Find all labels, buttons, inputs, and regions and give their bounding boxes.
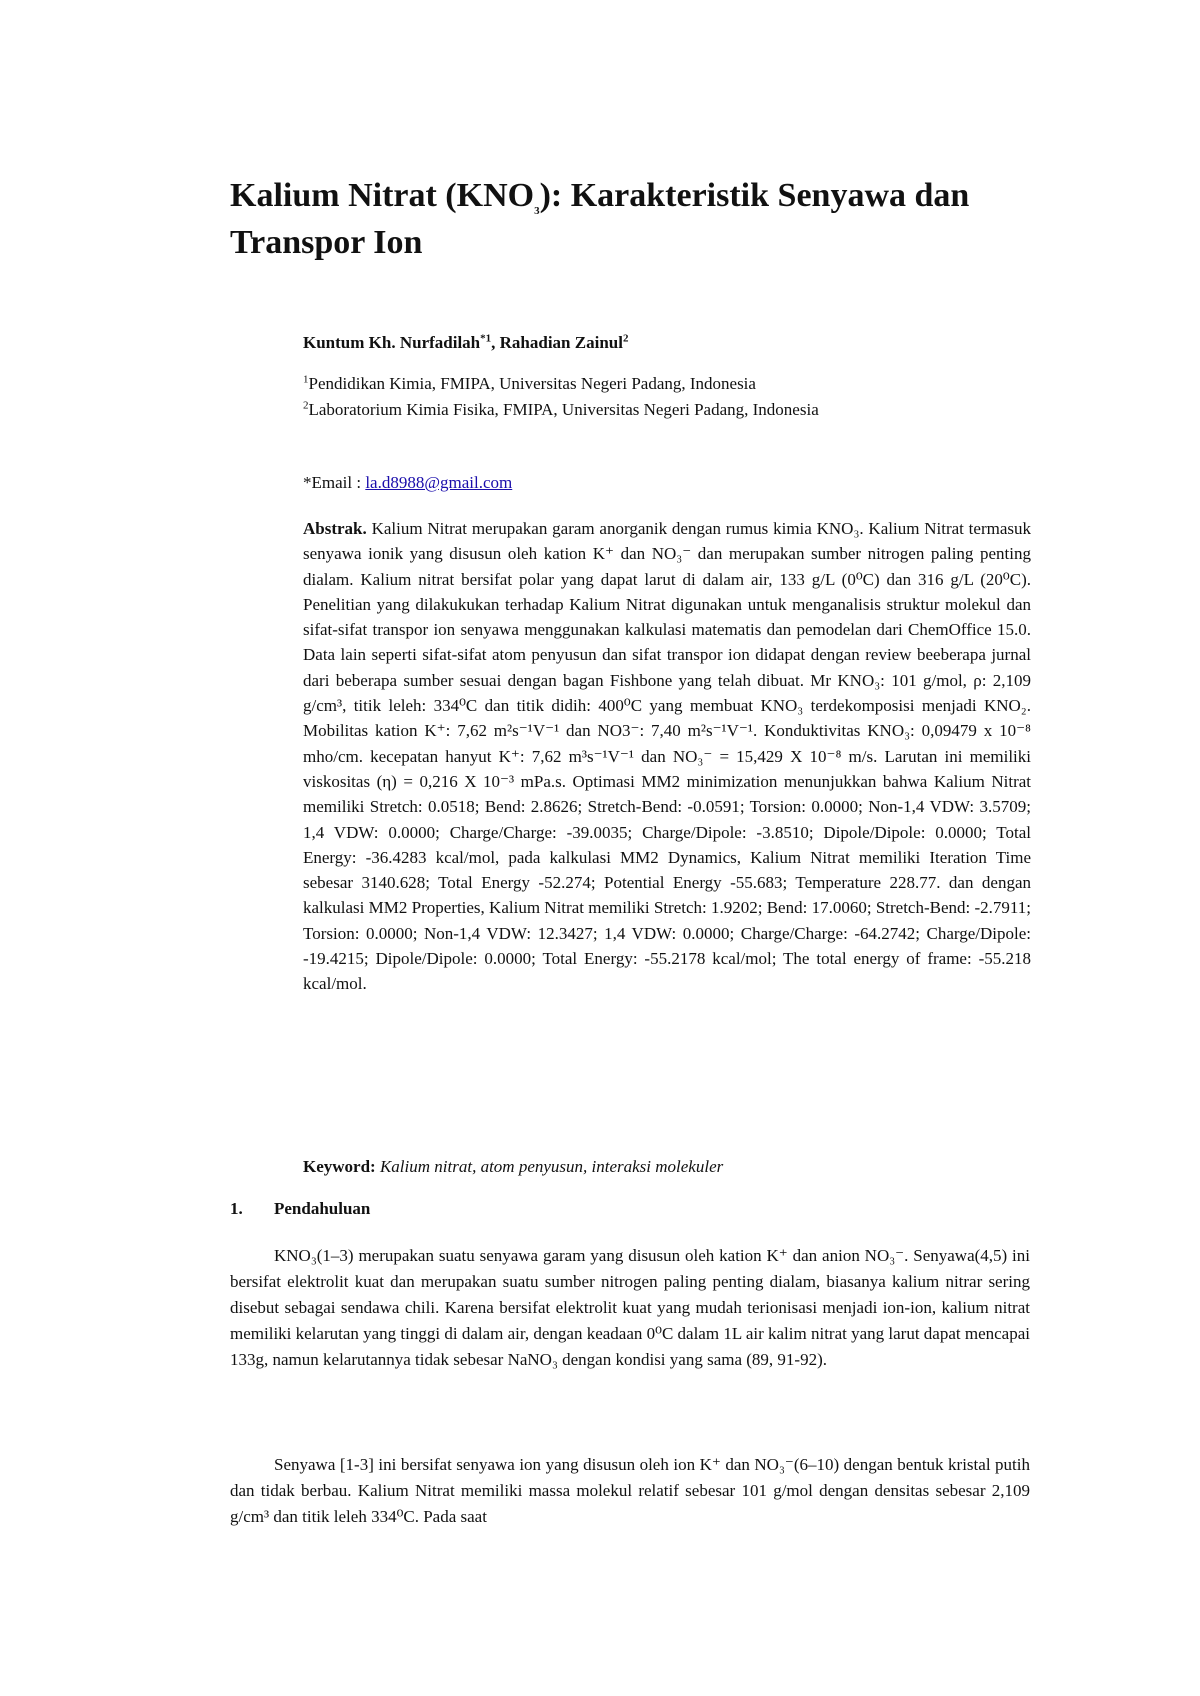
affiliation-text: Laboratorium Kimia Fisika, FMIPA, Universitas Negeri Padang, Indonesia [308, 400, 819, 419]
author-name: Rahadian Zainul [499, 333, 623, 352]
abstract-label: Abstrak. [303, 519, 367, 538]
title-part-2: ): Karakteristik Senyawa dan Transpor Ion [230, 177, 970, 261]
paper-title [230, 172, 1050, 266]
email-link[interactable]: la.d8988@gmail.com [365, 473, 513, 492]
keyword-text: Kalium nitrat, atom penyusun, interaksi molekuler [375, 1157, 724, 1176]
affiliation-text: Pendidikan Kimia, FMIPA, Universitas Negeri Padang, Indonesia [308, 374, 756, 393]
author-name: Kuntum Kh. Nurfadilah [303, 333, 481, 352]
body-paragraph-2: Senyawa [1-3] ini bersifat senyawa ion yang disusun oleh ion K⁺ dan NO₃⁻(6–10) dengan bentuk kristal putih dan tidak berbau. Kalium Nitrat memiliki massa molekul relatif sebesar 101 g/mol dengan densitas sebesar 2,109 g/cm³ dan titik leleh 334⁰C. Pada saat [230, 1455, 1030, 1526]
affiliation-1 [303, 374, 756, 394]
abstract [303, 516, 1031, 997]
author-list [303, 333, 628, 353]
author-affiliation-marker: *1 [480, 332, 492, 345]
email-label: *Email : [303, 473, 366, 492]
affiliation-marker: 2 [303, 399, 309, 412]
author-affiliation-marker: 2 [622, 332, 629, 345]
body-paragraph-1: KNO₃(1–3) merupakan suatu senyawa garam yang disusun oleh kation K⁺ dan anion NO₃⁻. Senyawa(4,5) ini bersifat elektrolit kuat dan merupakan suatu sumber nitrogen paling penting dialam, biasanya kalium nitrar sering disebut sebagai sendawa chili. Karena bersifat elektrolit kuat yang mudah terionisasi menjadi ion-ion, kalium nitrat memiliki kelarutan yang tinggi di dalam air, dengan keadaan 0⁰C dalam 1L air kalim nitrat yang larut dapat mencapai 133g, namun kelarutannya tidak sebesar NaNO₃ dengan kondisi yang sama (89, 91-92). [230, 1246, 1030, 1369]
keyword-label: Keyword: [303, 1157, 376, 1176]
section-title: Pendahuluan [274, 1199, 371, 1218]
section-heading [230, 1199, 370, 1219]
title-subscript: 3 [534, 204, 540, 217]
affiliation-marker: 1 [303, 373, 309, 386]
section-number: 1. [230, 1199, 243, 1218]
author-separator: , [491, 333, 500, 352]
affiliation-2 [303, 400, 819, 420]
abstract-text: Kalium Nitrat merupakan garam anorganik dengan rumus kimia KNO₃. Kalium Nitrat termasuk senyawa ionik yang disusun oleh kation K⁺ dan NO₃⁻ dan merupakan sumber nitrogen paling penting dialam. Kalium nitrat bersifat polar yang dapat larut di dalam air, 133 g/L (0⁰C) dan 316 g/L (20⁰C). Penelitian yang dilakukukan terhadap Kalium Nitrat digunakan untuk menganalisis struktur molekul dan sifat-sifat transpor ion senyawa menggunakan kalkulasi matematis dan pemodelan dari ChemOffice 15.0. Data lain seperti sifat-sifat atom penyusun dan sifat transpor ion didapat dengan review beeberapa jurnal dari beberapa sumber sesuai dengan bagan Fishbone yang telah dibuat. Mr KNO₃: 101 g/mol, ρ: 2,109 g/cm³, titik leleh: 334⁰C dan titik didih: 400⁰C yang membuat KNO₃ terdekomposisi menjadi KNO₂. Mobilitas kation K⁺: 7,62 m²s⁻¹V⁻¹ dan NO3⁻: 7,40 m²s⁻¹V⁻¹. Konduktivitas KNO₃: 0,09479 x 10⁻⁸ mho/cm. kecepatan hanyut K⁺: 7,62 m³s⁻¹V⁻¹ dan NO₃⁻ = 15,429 X 10⁻⁸ m/s. Larutan ini memiliki viskositas (η) = 0,216 X 10⁻³ mPa.s. Optimasi MM2 minimization menunjukkan bahwa Kalium Nitrat memiliki Stretch: 0.0518; Bend: 2.8626; Stretch-Bend: -0.0591; Torsion: 0.0000; Non-1,4 VDW: 3.5709; 1,4 VDW: 0.0000; Charge/Charge: -39.0035; Charge/Dipole: -3.8510; Dipole/Dipole: 0.0000; Total Energy: -36.4283 kcal/mol, pada kalkulasi MM2 Dynamics, Kalium Nitrat memiliki Iteration Time sebesar 3140.628; Total Energy -52.274; Potential Energy -55.683; Temperature 228.77. dan dengan kalkulasi MM2 Properties, Kalium Nitrat memiliki Stretch: 1.9202; Bend: 17.0060; Stretch-Bend: -2.7911; Torsion: 0.0000; Non-1,4 VDW: 12.3427; 1,4 VDW: 0.0000; Charge/Charge: -64.2742; Charge/Dipole: -19.4215; Dipole/Dipole: 0.0000; Total Energy: -55.2178 kcal/mol; The total energy of frame: -55.218 kcal/mol. [303, 519, 1031, 994]
corresponding-email [303, 473, 512, 493]
keywords [303, 1157, 723, 1177]
title-part-1: Kalium Nitrat (KNO [230, 177, 535, 214]
